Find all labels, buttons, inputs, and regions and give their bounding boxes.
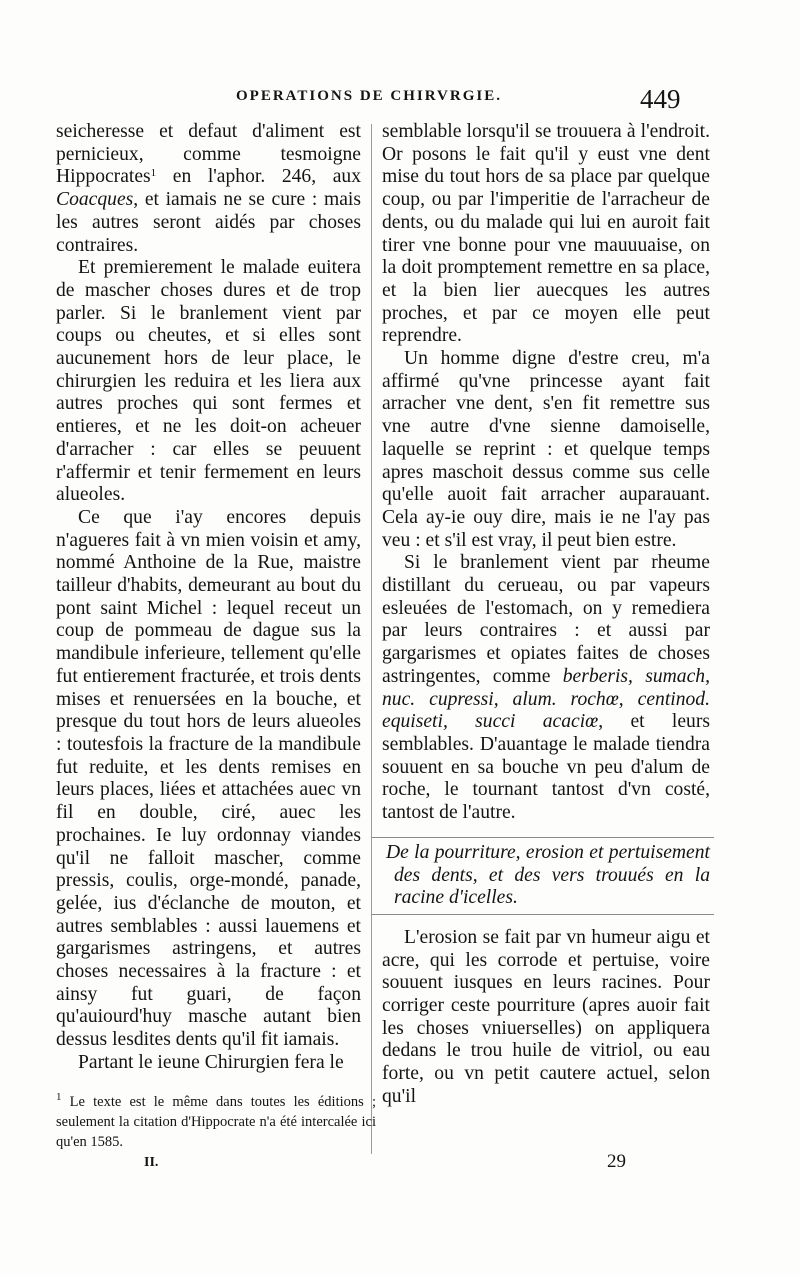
right-paragraph-3: [382, 552, 710, 824]
right-paragraph-2: Un homme digne d'estre creu, m'a affirmé qu'vne princesse ayant fait arracher vne dent, s'en fit remettre sus vne autre d'vne sienne damoiselle, laquelle se reprint : et quelque temps apres maschoit dessus comme sus celle qu'elle auoit fait arracher auparauant. Cela ay-ie ouy dire, mais ie ne l'ay pas veu : et s'il est vray, il peut bien estre.: [382, 348, 710, 551]
left-p1-text-c: , et iamais ne se cure : mais les autres seront aidés par choses contraires.: [56, 189, 361, 256]
right-p3-italic: berberis, sumach, nuc. cupressi, alum. rochœ, centinod. equiseti, succi acaciœ: [382, 665, 710, 733]
signature-mark: II.: [144, 1155, 159, 1170]
running-head: OPERATIONS DE CHIRVRGIE.: [236, 88, 502, 104]
footnote-marker: 1: [56, 1091, 62, 1103]
footnote-ref: 1: [150, 167, 157, 180]
right-paragraph-1: semblable lorsqu'il se trouuera à l'endroit. Or posons le fait qu'il y eust vne dent mise du tout hors de sa place par quelque coup, ou par l'imperitie de l'arracheur de dents, ou du malade qui lui en auroit fait tirer vne bonne pour vne mauuuaise, on la doit promptement remettre en sa place, et la bien lier auecques les autres proches, et par ce moyen elle peut reprendre.: [382, 121, 710, 347]
column-divider: [371, 124, 372, 1154]
right-p3-text-a: Si le branlement vient par rheume distillant du cerueau, ou par vapeurs esleuées de l'estomach, on y remediera par leurs contraires : et aussi par gargarismes et opiates faites de choses astringentes, comme: [382, 552, 710, 687]
section-heading: De la pourriture, erosion et pertuisement des dents, et des vers trouués en la racine d'icelles.: [372, 837, 714, 915]
footnote-body: [56, 1091, 376, 1150]
page-number: 449: [640, 84, 681, 114]
left-paragraph-4: Partant le ieune Chirurgien fera le: [78, 1051, 344, 1073]
left-column: [56, 121, 361, 1075]
right-p3-text-b: , et leurs semblables. D'auantage le malade tiendra souuent en sa bouche vn peu d'alum de roche, le tournant tantost d'vn costé, tantost de l'autre.: [382, 711, 710, 824]
footnote-text: Le texte est le même dans toutes les éditions ; seulement la citation d'Hippocrate n'a été intercalée ici qu'en 1585.: [56, 1094, 376, 1150]
left-paragraph-3: Ce que i'ay encores depuis n'agueres fait à vn mien voisin et amy, nommé Anthoine de la Rue, maistre tailleur d'habits, demeurant au bout du pont saint Michel : lequel receut un coup de pommeau de dague sus la mandibule inferieure, tellement qu'elle fut entierement fracturée, et trois dents mises et renuersées en la bouche, et presque du tout hors de leurs alueoles : toutesfois la fracture de la mandibule fut reduite, et les dents remises en leurs places, liées et attachées auec vn fil en double, ciré, auec les prochaines. Ie luy ordonnay viandes qu'il ne falloit mascher, comme pressis, coulis, orge-mondé, panade, gelée, ius d'éclanche de mouton, et autres semblables : aussi lauemens et gargarismes astringens, et autres choses necessaires à la fracture : et ainsy fut guari, de façon qu'auiourd'huy masche autant bien dessus lesdites dents qu'il fit iamais.: [56, 506, 361, 1051]
left-paragraph-1: [56, 121, 361, 257]
signature-number: 29: [607, 1151, 626, 1172]
left-p1-italic: Coacques: [56, 189, 134, 211]
right-column: [382, 121, 710, 1109]
footnote: [56, 1092, 376, 1152]
left-p1-text-b: en l'aphor. 246, aux: [156, 166, 361, 188]
right-paragraph-4: L'erosion se fait par vn humeur aigu et acre, qui les corrode et pertuise, voire souuent iusques en leurs racines. Pour corriger ceste pourriture (apres auoir fait les choses vniuerselles) on appliquera dedans le trou huile de vitriol, ou eau forte, ou vn petit cautere actuel, selon qu'il: [382, 926, 710, 1107]
left-paragraph-2: Et premierement le malade euitera de mascher choses dures et de trop parler. Si le branlement vient par coups ou cheutes, et si elles sont aucunement hors de leur place, le chirurgien les reduira et les liera aux autres proches qui sont fermes et entieres, et ne les doit-on acheuer d'arracher : car elles se peuuent r'affermir et tenir fermement en leurs alueoles.: [56, 257, 361, 506]
left-p1-text-a: seicheresse et defaut d'aliment est pernicieux, comme tesmoigne Hippocrates: [56, 121, 361, 188]
